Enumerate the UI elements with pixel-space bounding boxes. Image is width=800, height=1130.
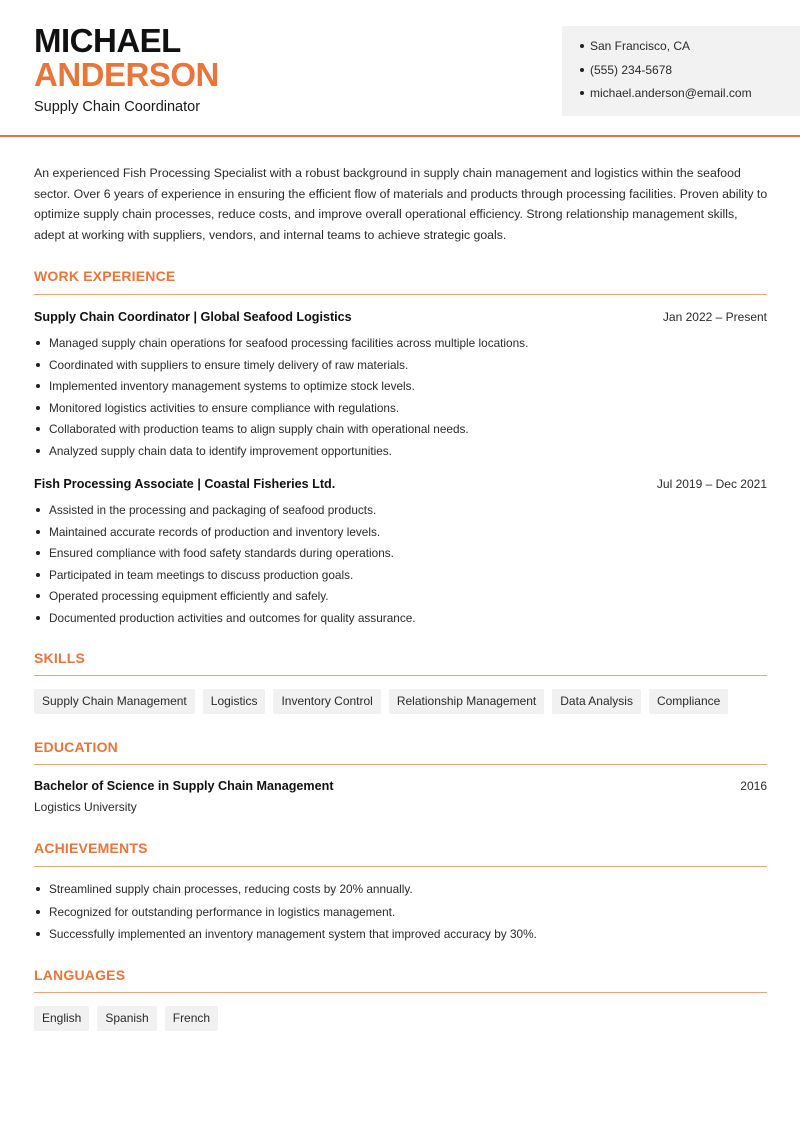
location-text: San Francisco, CA <box>590 39 691 53</box>
contact-box <box>562 26 800 116</box>
bullet-icon <box>36 551 40 555</box>
job-bullets <box>34 335 767 464</box>
job-bullets <box>34 502 767 631</box>
languages-list <box>34 1006 218 1031</box>
bullet-icon <box>36 406 40 410</box>
bullet-icon <box>36 616 40 620</box>
contact-email <box>580 85 800 109</box>
list-item: Maintained accurate records of production and inventory levels. <box>34 524 767 546</box>
section-divider <box>34 294 767 295</box>
phone-text: (555) 234-5678 <box>590 62 673 77</box>
bullet-icon <box>36 573 40 577</box>
skill-chip: Inventory Control <box>273 689 380 714</box>
bullet-icon <box>580 68 584 72</box>
bullet-icon <box>36 508 40 512</box>
list-item: Participated in team meetings to discuss production goals. <box>34 567 767 589</box>
language-chip: English <box>34 1006 89 1031</box>
achievements-heading: ACHIEVEMENTS <box>34 840 148 856</box>
bullet-icon <box>580 91 584 95</box>
skill-chip: Supply Chain Management <box>34 689 195 714</box>
list-item: Recognized for outstanding performance in logistics management. <box>34 904 767 927</box>
bullet-icon <box>36 341 40 345</box>
list-item: Streamlined supply chain processes, reducing costs by 20% annually. <box>34 881 767 904</box>
bullet-icon <box>36 932 40 936</box>
job-dates: Jul 2019 – Dec 2021 <box>656 477 767 491</box>
skill-chip: Logistics <box>203 689 266 714</box>
degree: Bachelor of Science in Supply Chain Management <box>34 779 334 793</box>
section-divider <box>34 675 767 676</box>
language-chip: French <box>165 1006 218 1031</box>
list-item: Analyzed supply chain data to identify improvement opportunities. <box>34 443 767 465</box>
job-header <box>34 310 767 324</box>
graduation-year: 2016 <box>740 779 767 793</box>
section-divider <box>34 866 767 867</box>
first-name: MICHAEL <box>34 22 181 59</box>
email-text: michael.anderson@email.com <box>590 86 752 100</box>
list-item: Operated processing equipment efficiently and safely. <box>34 588 767 610</box>
job-title: Supply Chain Coordinator <box>34 99 201 115</box>
bullet-icon <box>36 449 40 453</box>
language-chip: Spanish <box>97 1006 156 1031</box>
bullet-icon <box>36 427 40 431</box>
bullet-icon <box>36 530 40 534</box>
education-heading: EDUCATION <box>34 739 118 755</box>
achievements-list <box>34 881 767 949</box>
section-divider <box>34 992 767 993</box>
skill-chip: Relationship Management <box>389 689 544 714</box>
school-name: Logistics University <box>34 800 137 814</box>
job-header <box>34 477 767 491</box>
bullet-icon <box>36 887 40 891</box>
list-item: Documented production activities and outcomes for quality assurance. <box>34 610 767 632</box>
bullet-icon <box>580 44 584 48</box>
work-experience-heading: WORK EXPERIENCE <box>34 268 176 284</box>
list-item: Collaborated with production teams to align supply chain with operational needs. <box>34 421 767 443</box>
professional-summary: An experienced Fish Processing Specialist with a robust background in supply chain management and logistics within the seafood sector. Over 6 years of experience in ensuring the efficient flow of materials and products through processing facilities. Proven ability to optimize supply chain processes, reduce costs, and improve overall operational efficiency. Strong relationship management skills, adept at working with suppliers, vendors, and internal teams to achieve strategic goals. <box>34 166 768 242</box>
job-dates: Jan 2022 – Present <box>662 310 767 324</box>
job-title-company: Fish Processing Associate | Coastal Fisheries Ltd. <box>34 477 336 491</box>
list-item: Managed supply chain operations for seafood processing facilities across multiple locations. <box>34 335 767 357</box>
job-title-company: Supply Chain Coordinator | Global Seafood Logistics <box>34 310 352 324</box>
list-item: Coordinated with suppliers to ensure timely delivery of raw materials. <box>34 357 767 379</box>
bullet-icon <box>36 363 40 367</box>
skills-heading: SKILLS <box>34 650 85 666</box>
skill-chip: Compliance <box>649 689 728 714</box>
list-item: Ensured compliance with food safety standards during operations. <box>34 545 767 567</box>
list-item: Monitored logistics activities to ensure compliance with regulations. <box>34 400 767 422</box>
contact-phone <box>580 62 800 86</box>
last-name: ANDERSON <box>34 56 219 93</box>
languages-heading: LANGUAGES <box>34 967 126 983</box>
resume-header <box>0 0 800 137</box>
bullet-icon <box>36 384 40 388</box>
list-item: Implemented inventory management systems to optimize stock levels. <box>34 378 767 400</box>
contact-location <box>580 38 800 62</box>
bullet-icon <box>36 594 40 598</box>
bullet-icon <box>36 910 40 914</box>
list-item: Successfully implemented an inventory management system that improved accuracy by 30%. <box>34 926 767 949</box>
section-divider <box>34 764 767 765</box>
skill-chip: Data Analysis <box>552 689 641 714</box>
skills-list <box>34 689 728 714</box>
education-entry <box>34 779 767 793</box>
list-item: Assisted in the processing and packaging of seafood products. <box>34 502 767 524</box>
